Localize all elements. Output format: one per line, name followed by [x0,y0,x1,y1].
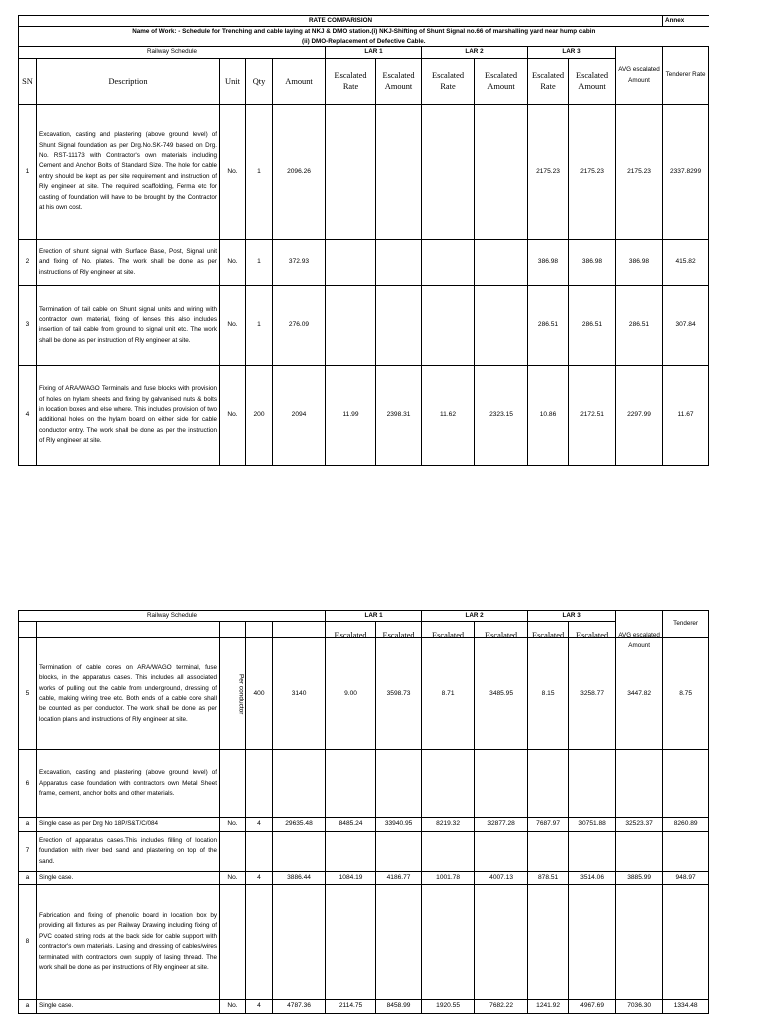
rate-comparison-table [18,15,709,466]
tenderer-rate: 11.67 [663,365,709,465]
lar2-rate: 1001.78 [422,871,475,884]
table-title: RATE COMPARISION [19,16,663,27]
railway-schedule-header: Railway Schedule [19,47,326,58]
lar2-amount-header: Escalated [475,622,528,638]
lar2-amount: 4007.13 [475,871,528,884]
lar2-rate [422,285,475,365]
row-qty [246,831,273,871]
lar3-header: LAR 3 [528,611,616,622]
row-amount [273,885,326,1000]
qty-header [246,622,273,638]
lar1-rate: 11.99 [326,365,376,465]
sn-header [19,622,37,638]
amount-header [273,622,326,638]
row-qty: 1 [246,285,273,365]
table-row [19,750,709,818]
row-description: Fixing of ARA/WAGO Terminals and fuse blocks with provision of holes on hylam sheets and fixing by galvanised nuts & bolts in location boxes and else where. This includes provision of two additional holes on the hylam board on either side for cable conductor entry. The work shall be done as per the instruction of Rly engineer at site. [37,365,220,465]
lar1-amount: 4186.77 [376,871,422,884]
lar3-rate: 1241.92 [528,1000,569,1013]
lar2-rate [422,104,475,239]
row-unit: No. [220,239,246,285]
lar1-rate [326,831,376,871]
lar3-amount: 2175.23 [569,104,616,239]
table-row [19,831,709,871]
lar3-amount: 286.51 [569,285,616,365]
rate-comparison-table-continued [18,610,709,1014]
avg-amount: 32523.37 [616,818,663,831]
avg-amount: 2297.99 [616,365,663,465]
lar3-rate: 386.98 [528,239,569,285]
lar3-amount [569,885,616,1000]
row-sn: a [19,818,37,831]
row-description: Erection of shunt signal with Surface Base, Post, Signal unit and fixing of No. plates. The work shall be done as per instructions of Rly engineer at site. [37,239,220,285]
row-unit: No. [220,818,246,831]
row-qty [246,885,273,1000]
lar2-amount: 7682.22 [475,1000,528,1013]
avg-amount [616,885,663,1000]
row-sn: 3 [19,285,37,365]
lar2-amount [475,885,528,1000]
row-qty: 4 [246,871,273,884]
lar1-amount [376,285,422,365]
lar1-amount-header: Escalated Amount [376,58,422,104]
lar1-amount: 3598.73 [376,638,422,750]
lar3-rate [528,831,569,871]
row-unit [220,831,246,871]
lar3-amount: 386.98 [569,239,616,285]
lar3-rate: 7687.97 [528,818,569,831]
lar2-header: LAR 2 [422,47,528,58]
work-line-2: (ii) DMO-Replacement of Defective Cable. [302,37,426,45]
row-unit: No. [220,1000,246,1013]
table-row [19,104,709,239]
lar1-amount [376,750,422,818]
lar1-rate [326,239,376,285]
row-amount: 2096.26 [273,104,326,239]
lar1-amount: 8458.99 [376,1000,422,1013]
row-qty: 200 [246,365,273,465]
lar3-rate: 286.51 [528,285,569,365]
row-amount: 3140 [273,638,326,750]
lar2-amount [475,750,528,818]
lar3-rate: 10.86 [528,365,569,465]
tenderer-rate: 415.82 [663,239,709,285]
row-description: Erection of apparatus cases.This includes filling of location foundation with river bed sand and plastering on top of the sand. [37,831,220,871]
lar1-rate [326,285,376,365]
avg-amount: 286.51 [616,285,663,365]
description-header: Description [37,58,220,104]
lar3-rate [528,750,569,818]
lar2-amount: 32877.28 [475,818,528,831]
name-of-work [19,27,709,47]
lar3-rate: 8.15 [528,638,569,750]
avg-header: AVG escalated Amount [616,47,663,104]
lar1-rate-header: Escalated Rate [326,58,376,104]
lar1-amount [376,104,422,239]
lar3-amount-header: Escalated [569,622,616,638]
lar1-amount [376,239,422,285]
row-amount: 2094 [273,365,326,465]
row-amount [273,831,326,871]
lar2-amount [475,831,528,871]
lar3-header: LAR 3 [528,47,616,58]
qty-header: Qty [246,58,273,104]
lar2-rate-header: Escalated Rate [422,58,475,104]
row-qty: 4 [246,1000,273,1013]
lar1-rate [326,750,376,818]
tenderer-rate: 307.84 [663,285,709,365]
row-unit: Per conductor [220,638,246,750]
row-qty: 4 [246,818,273,831]
lar2-rate: 1920.55 [422,1000,475,1013]
row-sn: 2 [19,239,37,285]
lar3-amount [569,750,616,818]
table-row [19,885,709,1000]
row-description: Termination of cable cores on ARA/WAGO terminal, fuse blocks, in the apparatus cases. This includes all associated works of pulling out the cable from underground, dressing of cable, making wiring tree etc. Both ends of a cable core shall be counted as per conductor. The work shall be done as per location plans and instructions of Rly engineer at site. [37,638,220,750]
lar1-rate: 8485.24 [326,818,376,831]
lar1-header: LAR 1 [326,47,422,58]
row-amount: 3886.44 [273,871,326,884]
table-row [19,1000,709,1013]
avg-header: AVG escalated Amount [616,611,663,638]
annex-label: Annex [663,16,709,27]
table-row [19,239,709,285]
tenderer-header: Tenderer Rate [663,47,709,104]
row-qty: 400 [246,638,273,750]
row-amount: 372.93 [273,239,326,285]
lar2-rate: 8219.32 [422,818,475,831]
lar2-amount: 3485.95 [475,638,528,750]
lar3-amount [569,831,616,871]
lar1-amount: 33940.95 [376,818,422,831]
row-sn: 6 [19,750,37,818]
row-unit [220,750,246,818]
lar3-amount: 30751.88 [569,818,616,831]
avg-amount: 3447.82 [616,638,663,750]
row-description: Fabrication and fixing of phenolic board in location box by providing all fixtures as per Railway Drawing including fixing of PVC coated string rods at the back side for cable support with contractor's own materials. Lasing and dressing of cables/wires terminated with contractors own supply of lasing thread. The work shall be done as per instructions of Rly engineer at site. [37,885,220,1000]
tenderer-rate [663,750,709,818]
lar2-rate [422,831,475,871]
table-row [19,365,709,465]
lar3-amount: 2172.51 [569,365,616,465]
row-qty [246,750,273,818]
avg-amount [616,750,663,818]
avg-amount: 3885.99 [616,871,663,884]
lar2-rate: 8.71 [422,638,475,750]
row-amount: 4787.36 [273,1000,326,1013]
lar2-amount: 2323.15 [475,365,528,465]
lar3-amount: 3514.06 [569,871,616,884]
row-amount: 276.09 [273,285,326,365]
lar1-rate: 9.00 [326,638,376,750]
lar3-rate: 2175.23 [528,104,569,239]
row-unit [220,885,246,1000]
row-sn: 1 [19,104,37,239]
tenderer-rate [663,831,709,871]
row-description: Termination of tail cable on Shunt signal units and wiring with contractor own material, fixing of lenses this also includes insertion of tail cable from ground to signal unit etc. The work shall be done as per instruction of Rly engineer at site. [37,285,220,365]
lar3-amount-header: Escalated Amount [569,58,616,104]
tenderer-header: Tenderer [663,611,709,638]
row-unit: No. [220,104,246,239]
row-sn: 5 [19,638,37,750]
lar1-rate [326,885,376,1000]
table-row [19,871,709,884]
lar1-rate [326,104,376,239]
row-sn: 7 [19,831,37,871]
table-row [19,285,709,365]
lar1-amount [376,885,422,1000]
lar1-rate-header: Escalated [326,622,376,638]
tenderer-rate: 1334.48 [663,1000,709,1013]
row-qty: 1 [246,239,273,285]
row-description: Excavation, casting and plastering (above ground level) of Shunt Signal foundation as per Drg.No.SK-749 based on Drg. No. RST-11173 with Contractor's own materials including Cement and Anchor Bolts of Standard Size. The hole for cable entry should be kept as per site requirement and instruction of Rly engineer at site. The required scaffolding, Ferma etc for casting of foundation will have to be brought by the Contractor at his own cost. [37,104,220,239]
row-unit: No. [220,365,246,465]
lar1-amount-header: Escalated [376,622,422,638]
unit-header [220,622,246,638]
description-header [37,622,220,638]
row-unit: No. [220,285,246,365]
lar1-rate: 2114.75 [326,1000,376,1013]
lar2-rate-header: Escalated [422,622,475,638]
lar2-header: LAR 2 [422,611,528,622]
tenderer-rate: 8.75 [663,638,709,750]
amount-header: Amount [273,58,326,104]
row-description: Single case as per Drg No 18P/S&T/C/084 [37,818,220,831]
row-description: Single case. [37,871,220,884]
table-row [19,638,709,750]
row-description: Single case. [37,1000,220,1013]
lar1-amount [376,831,422,871]
unit-header: Unit [220,58,246,104]
lar2-rate [422,885,475,1000]
tenderer-rate: 2337.8299 [663,104,709,239]
work-line-1: Name of Work: - Schedule for Trenching and cable laying at NKJ & DMO station.(i) NKJ-Shifting of Shunt Signal no.66 of marshalling yard near hump cabin [132,28,596,36]
lar2-amount [475,285,528,365]
row-amount [273,750,326,818]
railway-schedule-header: Railway Schedule [19,611,326,622]
tenderer-rate [663,885,709,1000]
lar2-amount-header: Escalated Amount [475,58,528,104]
avg-amount: 7036.30 [616,1000,663,1013]
lar1-amount: 2398.31 [376,365,422,465]
row-sn: 8 [19,885,37,1000]
avg-amount: 386.98 [616,239,663,285]
lar2-rate: 11.62 [422,365,475,465]
table-row [19,818,709,831]
row-description: Excavation, casting and plastering (above ground level) of Apparatus case foundation with contractors own Metal Sheet frame, cement, anchor bolts and other materials. [37,750,220,818]
row-amount: 29635.48 [273,818,326,831]
row-sn: a [19,1000,37,1013]
lar3-rate: 878.51 [528,871,569,884]
lar3-rate-header: Escalated Rate [528,58,569,104]
lar3-rate [528,885,569,1000]
lar2-rate [422,239,475,285]
lar3-amount: 4967.69 [569,1000,616,1013]
lar2-amount [475,104,528,239]
row-sn: a [19,871,37,884]
lar1-rate: 1084.19 [326,871,376,884]
sn-header: SN [19,58,37,104]
lar2-rate [422,750,475,818]
tenderer-rate: 948.97 [663,871,709,884]
row-unit: No. [220,871,246,884]
lar3-rate-header: Escalated [528,622,569,638]
avg-amount [616,831,663,871]
lar3-amount: 3258.77 [569,638,616,750]
avg-amount: 2175.23 [616,104,663,239]
lar2-amount [475,239,528,285]
lar1-header: LAR 1 [326,611,422,622]
row-sn: 4 [19,365,37,465]
tenderer-rate: 8260.89 [663,818,709,831]
row-qty: 1 [246,104,273,239]
